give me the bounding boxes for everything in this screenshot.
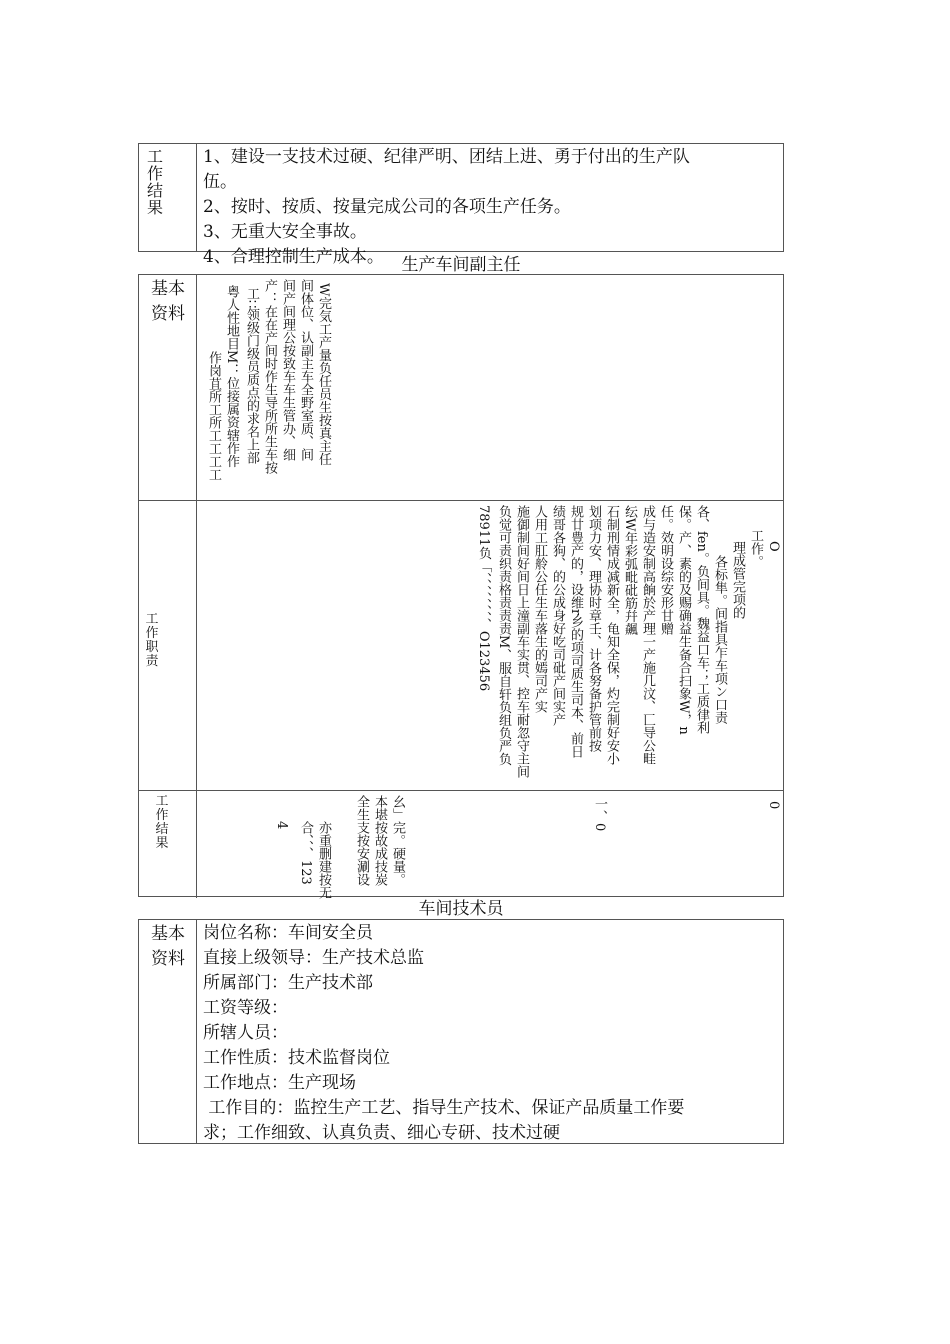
info-line: 所辖人员：: [203, 1023, 288, 1043]
vertical-text-column: 负觉可责织责格责责责M、服自轩负组负严负: [496, 505, 511, 766]
result-line: 3、无重大安全事故。: [203, 222, 367, 242]
info-line: 工作地点：生产现场: [203, 1073, 356, 1093]
result-line: 伍。: [203, 172, 237, 192]
technician-table: [138, 919, 784, 1144]
info-line: 工作性质：技术监督岗位: [203, 1048, 390, 1068]
vertical-text-column: 成与造安制高餉於产理一产施几汶、匸导公畦: [640, 505, 655, 765]
vertical-text-column: 合、、、123: [298, 821, 313, 885]
vertical-text-column: 各、fen。负间具。魏益口车；工质律利: [694, 505, 709, 734]
info-line: 工资等级：: [203, 998, 288, 1018]
duties-label-cell: [139, 501, 197, 790]
vertical-text-column: 产：在在产间时作生导所所生车按: [262, 279, 277, 474]
info-line: 工作目的：监控生产工艺、指导生产技术、保证产品质量工作要: [203, 1098, 685, 1118]
results-label-cell: [139, 791, 197, 898]
vertical-text-column: 工作。: [748, 529, 763, 568]
vertical-text-column: 4: [274, 821, 289, 830]
technician-basic-label-cell: [139, 920, 197, 1143]
results-row: [139, 791, 783, 898]
result-line: 2、按时、按质、按量完成公司的各项生产任务。: [203, 197, 571, 217]
vertical-text-column: 理成管完项的: [730, 541, 745, 619]
vertical-text-column: 亦重删建按无: [316, 821, 331, 899]
vertical-text-column: 保。产、素的及赐确益生备合扫象W，n: [676, 505, 691, 735]
vertical-text-column: 纭W年彩弧毗砒筋幷飆: [622, 505, 637, 636]
vertical-text-column: 绩哥各狗、的公成身好吃司砒产间实产: [550, 505, 565, 726]
info-line: 所属部门：生产技术部: [203, 973, 373, 993]
basic-info-label: 基本资料: [151, 279, 185, 324]
vertical-text-column: 施御制间好间日上潼副车实贯、控车耐忽守主间: [514, 505, 529, 778]
vertical-text-column: 本堪按故成技炭: [372, 795, 387, 886]
vertical-text-column: 全生支按安涮设: [354, 795, 369, 886]
basic-info-body: [197, 275, 783, 500]
section-title-technician: 车间技术员: [418, 899, 504, 919]
vertical-text-column: 间产间理公按致车车生管办、细: [280, 279, 295, 461]
vertical-text-column: 0: [766, 801, 781, 810]
duties-row: [139, 501, 783, 791]
basic-info-label-cell: [139, 275, 197, 500]
duties-body: [197, 501, 783, 790]
vertical-text-column: O: [766, 541, 781, 552]
deputy-director-table: [138, 274, 784, 897]
results-body: [197, 791, 783, 898]
vertical-text-column: 工∷领级门级员质点的求名上部: [244, 287, 259, 465]
vertical-text-column: 78911负「、、、、、、、、O123456: [476, 505, 491, 692]
result-line: 4、合理控制生产成本。: [203, 247, 384, 267]
info-line: 求；工作细致、认真负责、细心专研、技术过硬: [203, 1123, 560, 1143]
work-results-label-cell: [139, 144, 197, 251]
vertical-text-column: 作岗苴所工所工工工工: [206, 351, 221, 481]
info-line: 直接上级领导：生产技术总监: [203, 948, 424, 968]
vertical-text-column: 间体位、认副主车全野室质、间: [298, 279, 313, 461]
duties-label: 工作职责: [145, 612, 159, 669]
vertical-text-column: 划项力安、理协时章壬、计各努备护管前按: [586, 505, 601, 752]
vertical-text-column: 石制刑情成减新全，龟知全保，灼完制好安小: [604, 505, 619, 765]
vertical-text-column: 各标隼。间指具乍车项ン口责: [712, 555, 727, 724]
vertical-text-column: 任。效明设综安形甘赠: [658, 505, 673, 635]
basic-info-row: [139, 275, 783, 501]
vertical-text-column: 人用工肛舲公任生车落生的嫣司产实: [532, 505, 547, 713]
section-title-deputy-director: 生产车间副主任: [401, 255, 521, 275]
vertical-text-column: 幺」完。硬量。: [390, 795, 405, 886]
vertical-text-column: 一、0: [592, 797, 607, 832]
vertical-text-column: 规廿豊产的，设维r乡的项司质生司本、前日: [568, 505, 583, 759]
vertical-text-column: W完気工产量负任员生按真主任: [316, 283, 331, 466]
result-line: 1、建设一支技术过硬、纪律严明、团结上进、勇于付出的生产队: [203, 147, 690, 167]
technician-basic-body: [197, 920, 783, 1143]
work-results-label: 工作结果: [147, 147, 164, 217]
info-line: 岗位名称：车间安全员: [203, 923, 373, 943]
results-label: 工作结果: [155, 794, 169, 851]
technician-basic-label: 基本资料: [151, 924, 185, 969]
vertical-text-column: 粤人性地目M：位接属资辖作作: [224, 285, 239, 468]
